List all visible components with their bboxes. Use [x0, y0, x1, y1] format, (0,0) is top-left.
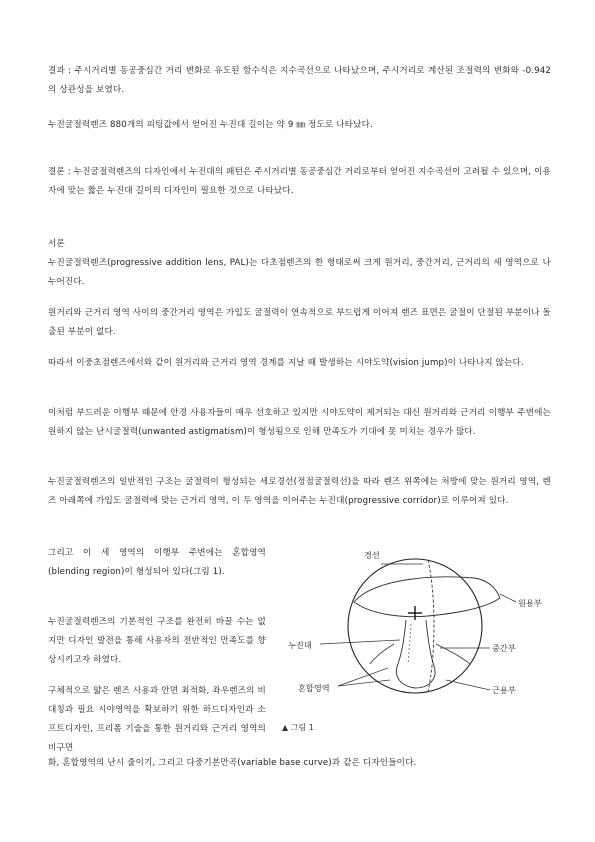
results-paragraph: 결과 : 주시거리별 동공중심간 거리 변화로 유도된 함수식은 지수곡선으로 나타났으며, 주시거리로 계산된 조절력의 변화와 -0.942의 상관성을 보였다. [48, 66, 551, 95]
corridor-length-paragraph: 누진굴절력렌즈 880개의 피팅값에서 얻어진 누진대 길이는 약 9 ㎜ 정도로 나타났다. [48, 120, 373, 130]
intro-paragraph-8-end: 화, 혼합영역의 난시 줄이기, 그리고 다중기본만곡(variable base curve)과 같은 디자인들이다. [48, 758, 417, 768]
intro-paragraph-4: 이처럼 부드러운 이행부 때문에 안경 사용자들이 매우 선호하고 있지만 시야도약이 제거되는 대신 원거리와 근거리 이행부 주변에는 원하지 않는 난시굴절력(unwanted astigmatism)이 형성됨으로 인해 만족도가 기대에 못 미치는 경우가 많다. [48, 408, 551, 437]
section-heading: 서론 [48, 239, 65, 249]
label-corridor: 누진대 [288, 640, 312, 650]
lens-outline [348, 559, 482, 693]
blending-curve-left [370, 644, 394, 664]
intro-paragraph-6: 그리고 이 세 영역의 이행부 주변에는 혼합영역(blending region)이 형성되어 있다(그림 1). [48, 548, 266, 577]
label-distance: 원용부 [518, 598, 542, 608]
leader-corridor [320, 640, 400, 644]
conclusion-paragraph: 결론 : 누진굴절력렌즈의 디자인에서 누진대의 패턴은 주시거리별 동공중심간 거리로부터 얻어진 지수곡선이 고려될 수 있으며, 이용자에 맞는 짧은 누진대 길이의 디자인이 필요한 것으로 나타났다. [48, 167, 551, 196]
label-near: 근용부 [492, 685, 516, 695]
distance-zone [354, 577, 500, 617]
label-blending: 혼합영역 [298, 683, 330, 693]
intro-paragraph-8: 구체적으로 얇은 렌즈 사용과 안면 최적화, 좌우렌즈의 비대칭과 필요 시야영역을 확보하기 위한 하드디자인과 소프트디자인, 프리폼 기술을 통한 원거리와 근거리 영역의 비구면 [48, 686, 266, 753]
pal-structure-figure [278, 540, 553, 720]
leader-near [446, 680, 490, 690]
intro-paragraph-2: 원거리와 근거리 영역 사이의 중간거리 영역은 가입도 굴절력이 연속적으로 부드럽게 이어져 렌즈 표면은 굴절이 단절된 부분이나 돌출된 부분이 없다. [48, 308, 551, 337]
corridor-zone [396, 620, 435, 688]
intro-paragraph-3: 따라서 이중초점렌즈에서와 같이 원거리와 근거리 영역 경계를 지날 때 발생하는 시야도약(vision jump)이 나타나지 않는다. [48, 358, 524, 368]
figure-caption: ▲ 그림 1 [282, 723, 314, 732]
label-meridian: 경선 [364, 550, 380, 560]
meridian-line [428, 560, 434, 692]
blending-curve-right [436, 644, 470, 664]
leader-distance [500, 594, 516, 602]
label-intermediate: 중간부 [492, 643, 516, 653]
corridor-dash [408, 624, 411, 664]
intro-paragraph-1: 누진굴절력렌즈(progressive addition lens, PAL)는 다초점렌즈의 한 형태로써 크게 원거리, 중간거리, 근거리의 세 영역으로 나누어진다. [48, 258, 551, 287]
intro-paragraph-7: 누진굴절력렌즈의 기본적인 구조를 완전히 바꿀 수는 없지만 디자인 발전을 통해 사용자의 전반적인 만족도를 향상시키고자 하였다. [48, 617, 266, 665]
intro-paragraph-5: 누진굴절력렌즈의 일반적인 구조는 굴절력이 형성되는 세로경선(정점굴절력선)을 따라 렌즈 위쪽에는 처방에 맞는 원거리 영역, 렌즈 아래쪽에 가입도 굴절력에 맞는 근거리 영역, 이 두 영역을 이어주는 누진대(progressive corridor)로 이루어져 있다. [48, 477, 551, 506]
